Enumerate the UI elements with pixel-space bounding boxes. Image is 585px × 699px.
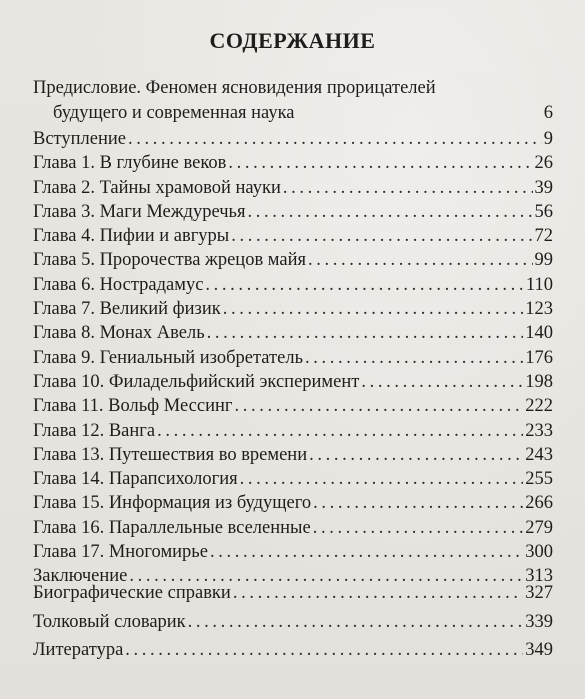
toc-page-number: 110 [525,274,553,295]
toc-entry-title: Глава 8. Монах Авель [33,323,205,344]
toc-entry-title: Глава 10. Филадельфийский эксперимент [33,371,360,392]
dot-leader [125,636,523,665]
toc-entry [33,346,553,370]
toc-entry-title: Глава 16. Параллельные вселенные [33,517,311,538]
toc-entry [33,224,553,248]
toc-page-number: 9 [543,129,553,149]
toc-entry-title: Глава 3. Маги Междуречья [33,201,246,222]
toc-page-number: 243 [525,444,553,465]
toc-entry [33,579,553,608]
toc-entry-title: Глава 15. Информация из будущего [33,493,312,514]
toc-page-number: 327 [525,583,553,603]
toc-entry [33,248,553,272]
dot-leader [305,346,523,370]
toc-entry [33,443,553,467]
toc-entry [33,127,553,151]
dot-leader [223,297,523,321]
toc-page-number: 313 [525,566,553,587]
toc-entry [33,636,553,665]
toc-page-number: 222 [525,396,553,417]
toc-entry [33,419,553,443]
toc-page-number: 233 [525,420,553,441]
dot-leader [205,273,524,297]
toc-entry-title: Биографические справки [33,583,231,603]
toc-page-number: 339 [525,611,553,632]
toc-entry [33,200,553,224]
toc-entry-title: Вступление [33,129,126,149]
toc-page-number: 300 [525,542,553,563]
toc-entry [33,176,553,200]
dot-leader [233,579,523,608]
toc-page-number: 123 [525,299,553,320]
toc-entry [33,370,553,394]
toc-entry-title: Глава 12. Ванга [33,420,156,441]
toc-entry [33,151,553,175]
dot-leader [308,248,532,272]
toc-entry-title: Глава 13. Путешествия во времени [33,444,308,465]
toc-entry-title: Глава 1. В глубине веков [33,153,227,174]
toc-appendix-list [33,579,553,665]
dot-leader [188,608,524,637]
toc-entry-title: Глава 17. Многомирье [33,542,208,563]
toc-page-number: 279 [525,517,553,538]
toc-entry [33,540,553,564]
toc-entry-title: Глава 7. Великий физик [33,299,221,320]
toc-entry [33,491,553,515]
dot-leader [247,200,532,224]
toc-page-number: 99 [534,250,553,271]
dot-leader [210,540,523,564]
toc-page-number: 72 [534,226,553,247]
dot-leader [128,127,542,151]
dot-leader [283,176,533,200]
toc-entry [33,608,553,637]
toc-entry-title: Глава 6. Нострадамус [33,274,204,295]
dot-leader [207,321,524,345]
toc-entry-title: Глава 14. Парапсихология [33,469,238,490]
toc-main-list [33,127,553,589]
toc-entry-title: Литература [33,640,124,660]
toc-entry [33,467,553,491]
toc-page-number: 140 [525,323,553,344]
dot-leader [228,151,532,175]
dot-leader [309,443,523,467]
toc-entry [33,273,553,297]
dot-leader [240,467,524,491]
toc-entry [33,394,553,418]
toc-page-number: 26 [534,153,553,174]
toc-page-number: 349 [525,640,553,660]
dot-leader [234,394,523,418]
toc-page-number: 266 [525,493,553,514]
toc-entry-title: Заключение [33,566,128,587]
toc-page-number: 198 [525,371,553,392]
toc-page-number: 176 [525,347,553,368]
toc-entry [33,321,553,345]
toc-entry-title: Глава 2. Тайны храмовой науки [33,177,281,198]
dot-leader [231,224,532,248]
toc-entry-preface [33,76,553,126]
preface-page-number: 6 [543,103,553,123]
dot-leader [361,370,523,394]
toc-entry-title: Глава 5. Пророчества жрецов майя [33,250,307,271]
dot-leader [313,516,524,540]
toc-page-number: 56 [534,201,553,222]
toc-entry-title: Толковый словарик [33,611,186,632]
toc-entry-title: Глава 11. Вольф Мессинг [33,396,233,417]
page-title: СОДЕРЖАНИЕ [209,28,376,53]
dot-leader [157,419,523,443]
toc-entry [33,516,553,540]
preface-title-line1: Предисловие. Феномен ясновидения прорицателей [33,78,436,98]
toc-entry-title: Глава 4. Пифии и авгуры [33,226,230,247]
toc-page-number: 39 [534,177,553,198]
dot-leader [313,491,523,515]
toc-entry-title: Глава 9. Гениальный изобретатель [33,347,304,368]
toc-page-number: 255 [525,469,553,490]
toc-entry [33,297,553,321]
preface-title-line2: будущего и современная наука [53,103,295,123]
